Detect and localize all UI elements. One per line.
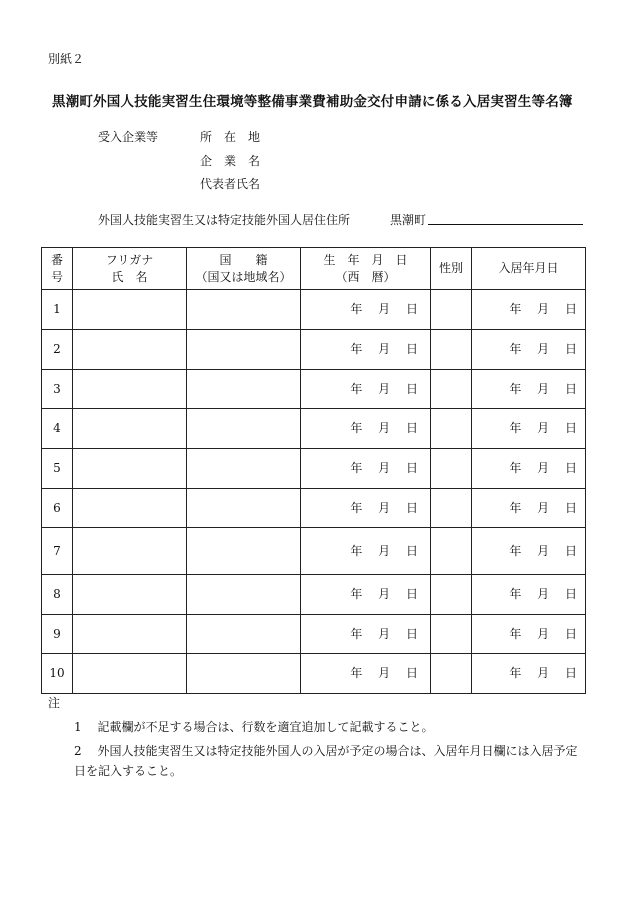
header-sex: 性別 (431, 248, 472, 290)
birth-date-cell[interactable]: 年 月 日 (301, 330, 431, 370)
table-row (42, 575, 586, 615)
nationality-cell[interactable] (187, 575, 301, 615)
table-row (42, 654, 586, 694)
birth-date-cell[interactable]: 年 月 日 (301, 615, 431, 654)
table-row (42, 489, 586, 528)
sex-cell[interactable] (431, 528, 472, 575)
nationality-cell[interactable] (187, 409, 301, 449)
note-item: 1 記載欄が不足する場合は、行数を適宜追加して記載すること。 (74, 720, 434, 734)
header-nationality: 国 籍 （国又は地域名） (187, 248, 301, 290)
birth-date-cell[interactable]: 年 月 日 (301, 449, 431, 489)
birth-date-cell[interactable]: 年 月 日 (301, 528, 431, 575)
nationality-cell[interactable] (187, 528, 301, 575)
residence-town-label: 黒潮町 (390, 213, 427, 227)
name-cell[interactable] (73, 575, 187, 615)
sex-cell[interactable] (431, 615, 472, 654)
row-number: 6 (42, 489, 73, 528)
row-number: 10 (42, 654, 73, 694)
note-item: 2 外国人技能実習生又は特定技能外国人の入居が予定の場合は、入居年月日欄には入居予定日を記入すること。 (74, 744, 578, 778)
name-cell[interactable] (73, 654, 187, 694)
header-number: 番 号 (42, 248, 73, 290)
move-in-date-cell[interactable]: 年 月 日 (472, 409, 586, 449)
resident-roster-table (41, 247, 586, 694)
move-in-date-cell[interactable]: 年 月 日 (472, 575, 586, 615)
header-move-in-date: 入居年月日 (472, 248, 586, 290)
notes-heading: 注 (48, 696, 61, 710)
nationality-cell[interactable] (187, 654, 301, 694)
birth-date-cell[interactable]: 年 月 日 (301, 575, 431, 615)
table-row (42, 449, 586, 489)
table-row (42, 370, 586, 409)
table-header-row (42, 248, 586, 290)
move-in-date-cell[interactable]: 年 月 日 (472, 615, 586, 654)
sex-cell[interactable] (431, 489, 472, 528)
move-in-date-cell[interactable]: 年 月 日 (472, 330, 586, 370)
birth-date-cell[interactable]: 年 月 日 (301, 654, 431, 694)
row-number: 1 (42, 290, 73, 330)
name-cell[interactable] (73, 409, 187, 449)
residence-address-field[interactable] (428, 224, 583, 225)
birth-date-cell[interactable]: 年 月 日 (301, 489, 431, 528)
nationality-cell[interactable] (187, 370, 301, 409)
residence-address-label: 外国人技能実習生又は特定技能外国人居住住所 (98, 213, 351, 227)
row-number: 4 (42, 409, 73, 449)
name-cell[interactable] (73, 528, 187, 575)
attachment-label: 別紙２ (48, 52, 85, 66)
name-cell[interactable] (73, 449, 187, 489)
name-cell[interactable] (73, 290, 187, 330)
sex-cell[interactable] (431, 330, 472, 370)
header-name: フリガナ 氏 名 (73, 248, 187, 290)
header-birth-date: 生 年 月 日 （西 暦） (301, 248, 431, 290)
nationality-cell[interactable] (187, 489, 301, 528)
move-in-date-cell[interactable]: 年 月 日 (472, 528, 586, 575)
move-in-date-cell[interactable]: 年 月 日 (472, 654, 586, 694)
row-number: 5 (42, 449, 73, 489)
table-row (42, 330, 586, 370)
name-cell[interactable] (73, 615, 187, 654)
birth-date-cell[interactable]: 年 月 日 (301, 290, 431, 330)
row-number: 3 (42, 370, 73, 409)
row-number: 2 (42, 330, 73, 370)
receiving-company-label: 受入企業等 (98, 130, 159, 144)
move-in-date-cell[interactable]: 年 月 日 (472, 449, 586, 489)
row-number: 8 (42, 575, 73, 615)
sex-cell[interactable] (431, 449, 472, 489)
sex-cell[interactable] (431, 409, 472, 449)
name-cell[interactable] (73, 489, 187, 528)
nationality-cell[interactable] (187, 615, 301, 654)
move-in-date-cell[interactable]: 年 月 日 (472, 370, 586, 409)
company-name-label: 企 業 名 (200, 154, 261, 168)
name-cell[interactable] (73, 330, 187, 370)
table-row (42, 615, 586, 654)
row-number: 7 (42, 528, 73, 575)
sex-cell[interactable] (431, 575, 472, 615)
sex-cell[interactable] (431, 654, 472, 694)
nationality-cell[interactable] (187, 330, 301, 370)
table-row (42, 409, 586, 449)
birth-date-cell[interactable]: 年 月 日 (301, 409, 431, 449)
representative-name-label: 代表者氏名 (200, 177, 261, 191)
move-in-date-cell[interactable]: 年 月 日 (472, 489, 586, 528)
document-title: 黒潮町外国人技能実習生住環境等整備事業費補助金交付申請に係る入居実習生等名簿 (52, 94, 573, 110)
birth-date-cell[interactable]: 年 月 日 (301, 370, 431, 409)
name-cell[interactable] (73, 370, 187, 409)
row-number: 9 (42, 615, 73, 654)
table-row (42, 290, 586, 330)
company-address-label: 所 在 地 (200, 130, 261, 144)
table-row (42, 528, 586, 575)
move-in-date-cell[interactable]: 年 月 日 (472, 290, 586, 330)
nationality-cell[interactable] (187, 449, 301, 489)
sex-cell[interactable] (431, 370, 472, 409)
sex-cell[interactable] (431, 290, 472, 330)
nationality-cell[interactable] (187, 290, 301, 330)
